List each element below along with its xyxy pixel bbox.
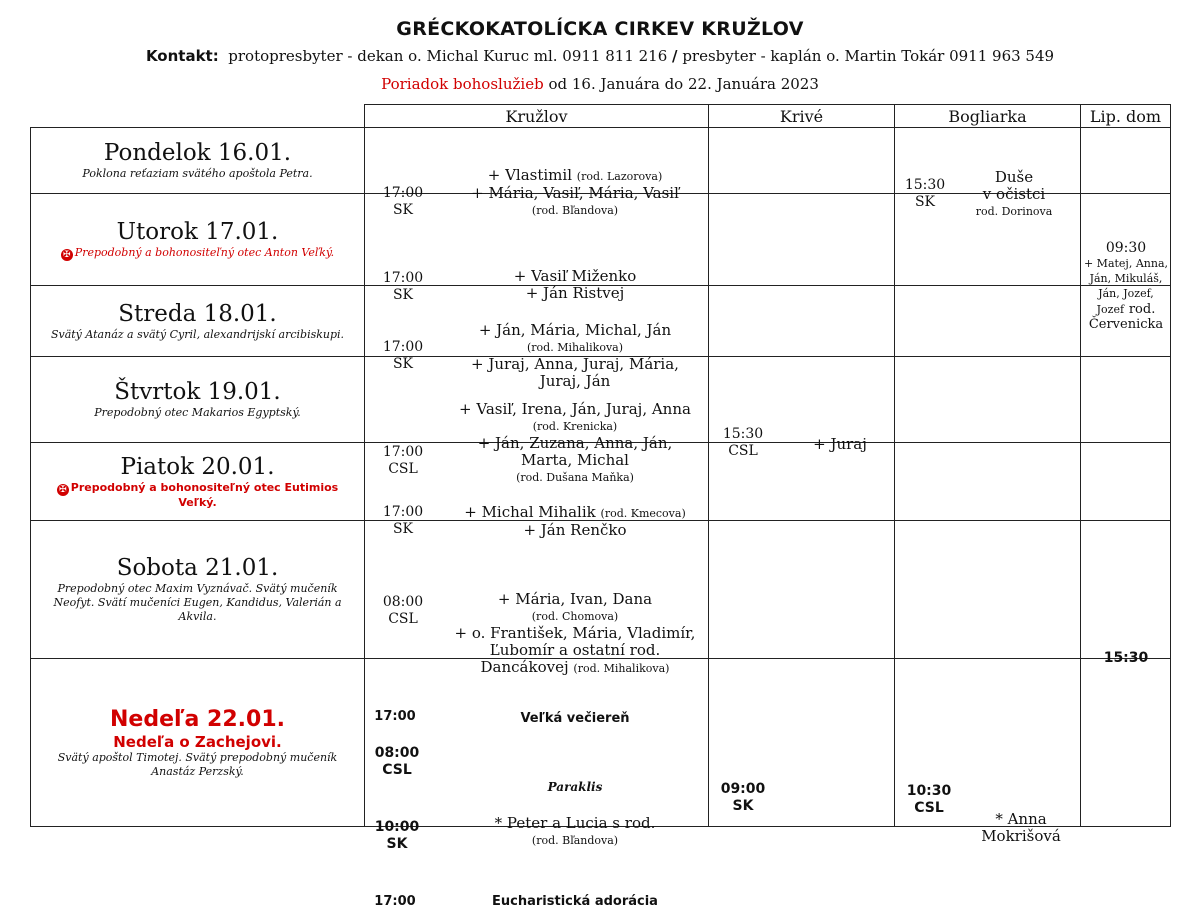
service-language: SK bbox=[392, 201, 414, 218]
table-header-row bbox=[31, 105, 1171, 128]
service-time: 17:00 bbox=[382, 503, 424, 520]
intention-family: (rod. Chomova) bbox=[531, 609, 619, 623]
lip-dom-cell bbox=[1081, 128, 1171, 194]
lip-dom-cell bbox=[1081, 357, 1171, 443]
intention-family: (rod. Lazorova) bbox=[576, 169, 663, 183]
intention: Jozef bbox=[1096, 302, 1125, 316]
column-header-bogliarka: Bogliarka bbox=[895, 105, 1081, 128]
krive-cell bbox=[709, 194, 895, 286]
service-name: Eucharistická adorácia bbox=[492, 893, 658, 909]
intention: + Mária, Vasiľ, Mária, Vasiľ bbox=[471, 183, 679, 202]
intention-family: (rod. Dušana Maňka) bbox=[516, 470, 634, 484]
header-empty bbox=[31, 105, 365, 128]
service-time: 17:00 bbox=[382, 184, 424, 201]
schedule-dates: od 16. Januára do 22. Januára 2023 bbox=[548, 75, 819, 93]
intention: + Ján, Mária, Michal, Ján bbox=[478, 321, 672, 339]
feast-text: Poklona reťaziam svätého apoštola Petra. bbox=[82, 167, 313, 180]
intention: Mokrišová bbox=[981, 826, 1061, 845]
column-header-lip-dom: Lip. dom bbox=[1081, 105, 1171, 128]
day-cell bbox=[31, 357, 365, 443]
bogliarka-cell bbox=[895, 521, 1081, 659]
service-language: CSL bbox=[382, 761, 412, 778]
service-time: 08:00 bbox=[382, 593, 424, 610]
intention: + Ján Ristvej bbox=[525, 283, 625, 302]
krive-cell bbox=[709, 521, 895, 659]
service-time: 15:30 bbox=[1103, 649, 1149, 666]
kruzlov-cell bbox=[365, 521, 709, 726]
service-language: SK bbox=[392, 520, 414, 537]
contact-dean: protopresbyter - dekan o. Michal Kuruc ml. 0911 811 216 bbox=[228, 47, 668, 65]
intention: + Vlastimil bbox=[487, 165, 573, 184]
lip-dom-cell bbox=[1081, 194, 1171, 332]
service-time: 08:00 bbox=[374, 744, 420, 761]
intention: + Juraj bbox=[813, 434, 867, 453]
schedule-label: Poriadok bohoslužieb bbox=[381, 75, 544, 93]
intention-family: (rod. Mihalikova) bbox=[573, 661, 670, 675]
bogliarka-cell bbox=[895, 286, 1081, 357]
service-language: SK bbox=[392, 286, 414, 303]
feast-text: Svätý Atanáz a svätý Cyril, alexandrijskí arcibiskupi. bbox=[50, 327, 345, 341]
kruzlov-cell bbox=[365, 659, 709, 909]
intention: * Anna bbox=[995, 809, 1047, 828]
intention: Dancákovej bbox=[480, 657, 569, 676]
service-name: Veľká večiereň bbox=[520, 710, 630, 726]
bogliarka-cell bbox=[895, 659, 1081, 845]
lip-dom-cell bbox=[1081, 659, 1171, 827]
day-name: Utorok 17.01. bbox=[116, 218, 279, 245]
intention: Juraj, Ján bbox=[539, 372, 611, 390]
krive-cell bbox=[709, 128, 895, 194]
service-time: 10:30 bbox=[906, 782, 952, 799]
day-name: Pondelok 16.01. bbox=[103, 140, 292, 166]
intention: + o. František, Mária, Vladimír, bbox=[454, 623, 696, 642]
day-cell bbox=[31, 128, 365, 194]
day-name: Štvrtok 19.01. bbox=[114, 379, 281, 405]
table-row bbox=[31, 659, 1171, 827]
feast-text bbox=[31, 481, 364, 510]
service-time: 17:00 bbox=[374, 708, 416, 724]
service-language: CSL bbox=[914, 799, 944, 816]
intention: + Matej, Anna, bbox=[1083, 256, 1169, 270]
intention: Červenicka bbox=[1088, 316, 1164, 332]
kruzlov-cell bbox=[365, 128, 709, 218]
day-subtitle: Nedeľa o Zachejovi. bbox=[113, 733, 282, 751]
schedule-table bbox=[30, 104, 1171, 909]
day-name: Sobota 21.01. bbox=[116, 555, 279, 581]
feast-icon: ✠ bbox=[61, 249, 73, 261]
feast-icon: ✠ bbox=[57, 484, 69, 496]
intention-family: (rod. Mihalikova) bbox=[526, 341, 624, 354]
intention: + Vasiľ, Irena, Ján, Juraj, Anna bbox=[459, 399, 691, 418]
feast-text: Svätý apoštol Timotej. Svätý prepodobný mučeník Anastáz Perzský. bbox=[57, 751, 338, 778]
intention-family: rod. Dorinova bbox=[975, 204, 1053, 218]
service-name: Paraklis bbox=[547, 779, 603, 794]
lip-dom-cell bbox=[1081, 521, 1171, 666]
intention-family: (rod. Bľandova) bbox=[531, 833, 619, 847]
intention: v očistci bbox=[982, 184, 1046, 203]
contact-line bbox=[0, 47, 1200, 65]
krive-cell bbox=[709, 286, 895, 357]
intention: + Michal Mihalik bbox=[464, 502, 596, 521]
bogliarka-cell bbox=[895, 128, 1081, 218]
schedule-heading bbox=[0, 75, 1200, 93]
day-name: Streda 18.01. bbox=[118, 300, 277, 327]
service-language: SK bbox=[732, 797, 754, 814]
table-row bbox=[31, 521, 1171, 659]
bogliarka-cell bbox=[895, 357, 1081, 443]
day-name: Piatok 20.01. bbox=[120, 453, 275, 480]
service-language: SK bbox=[914, 193, 936, 210]
service-time: 15:30 bbox=[904, 176, 946, 193]
intention: + Ján, Zuzana, Anna, Ján, bbox=[477, 433, 673, 452]
feast-text bbox=[31, 246, 364, 261]
intention: + Juraj, Anna, Juraj, Mária, bbox=[471, 355, 679, 373]
krive-cell bbox=[709, 659, 895, 827]
feast-text: Prepodobný otec Makarios Egyptský. bbox=[94, 406, 301, 419]
service-time: 17:00 bbox=[382, 339, 424, 355]
intention: Ľubomír a ostatní rod. bbox=[489, 640, 661, 659]
service-time: 09:30 bbox=[1105, 239, 1147, 256]
day-cell bbox=[31, 443, 365, 521]
intention: Ján, Jozef, bbox=[1098, 286, 1154, 300]
table-row bbox=[31, 128, 1171, 194]
contact-chaplain: presbyter - kaplán o. Martin Tokár 0911 963 549 bbox=[682, 47, 1055, 65]
feast-text-label: Prepodobný a bohonositeľný otec Anton Veľký. bbox=[74, 245, 335, 259]
page-title: GRÉCKOKATOLÍCKA CIRKEV KRUŽLOV bbox=[396, 18, 804, 40]
lip-dom-cell bbox=[1081, 443, 1171, 521]
intention: + Ján Renčko bbox=[523, 520, 627, 539]
service-language: SK bbox=[392, 356, 414, 372]
intention: Marta, Michal bbox=[521, 450, 629, 469]
day-cell bbox=[31, 521, 365, 659]
service-language: CSL bbox=[388, 460, 418, 477]
column-header-krive: Krivé bbox=[709, 105, 895, 128]
service-time: 17:00 bbox=[382, 269, 424, 286]
service-language: CSL bbox=[728, 442, 758, 459]
column-header-kruzlov: Kružlov bbox=[365, 105, 709, 128]
service-time: 09:00 bbox=[720, 780, 766, 797]
service-time: 17:00 bbox=[382, 443, 424, 460]
contact-separator: / bbox=[672, 47, 678, 65]
bogliarka-cell bbox=[895, 443, 1081, 521]
intention: rod. bbox=[1128, 301, 1156, 317]
feast-text-label: Prepodobný a bohonositeľný otec Eutimios Veľký. bbox=[70, 480, 339, 509]
service-language: CSL bbox=[388, 610, 418, 627]
service-time: 17:00 bbox=[374, 893, 416, 909]
intention: + Vasiľ Miženko bbox=[513, 266, 637, 285]
intention: * Peter a Lucia s rod. bbox=[494, 813, 656, 832]
intention-family: (rod. Kmecova) bbox=[600, 506, 686, 520]
day-name: Nedeľa 22.01. bbox=[109, 707, 285, 732]
service-time: 15:30 bbox=[722, 425, 764, 442]
service-language: SK bbox=[386, 835, 408, 852]
service-time: 10:00 bbox=[374, 818, 420, 835]
intention-family: (rod. Krenicka) bbox=[532, 419, 618, 433]
intention: Duše bbox=[994, 167, 1034, 186]
intention-family: (rod. Bľandova) bbox=[531, 203, 619, 217]
krive-cell bbox=[709, 357, 895, 459]
intention: + Mária, Ivan, Dana bbox=[497, 589, 653, 608]
day-cell bbox=[31, 659, 365, 827]
day-cell bbox=[31, 194, 365, 286]
contact-label: Kontakt: bbox=[145, 47, 219, 65]
feast-text: Prepodobný otec Maxim Vyznávač. Svätý mučeník Neofyt. Svätí mučeníci Eugen, Kandidus, Valerián a Akvila. bbox=[53, 582, 342, 623]
intention: Ján, Mikuláš, bbox=[1089, 271, 1163, 285]
day-cell bbox=[31, 286, 365, 357]
